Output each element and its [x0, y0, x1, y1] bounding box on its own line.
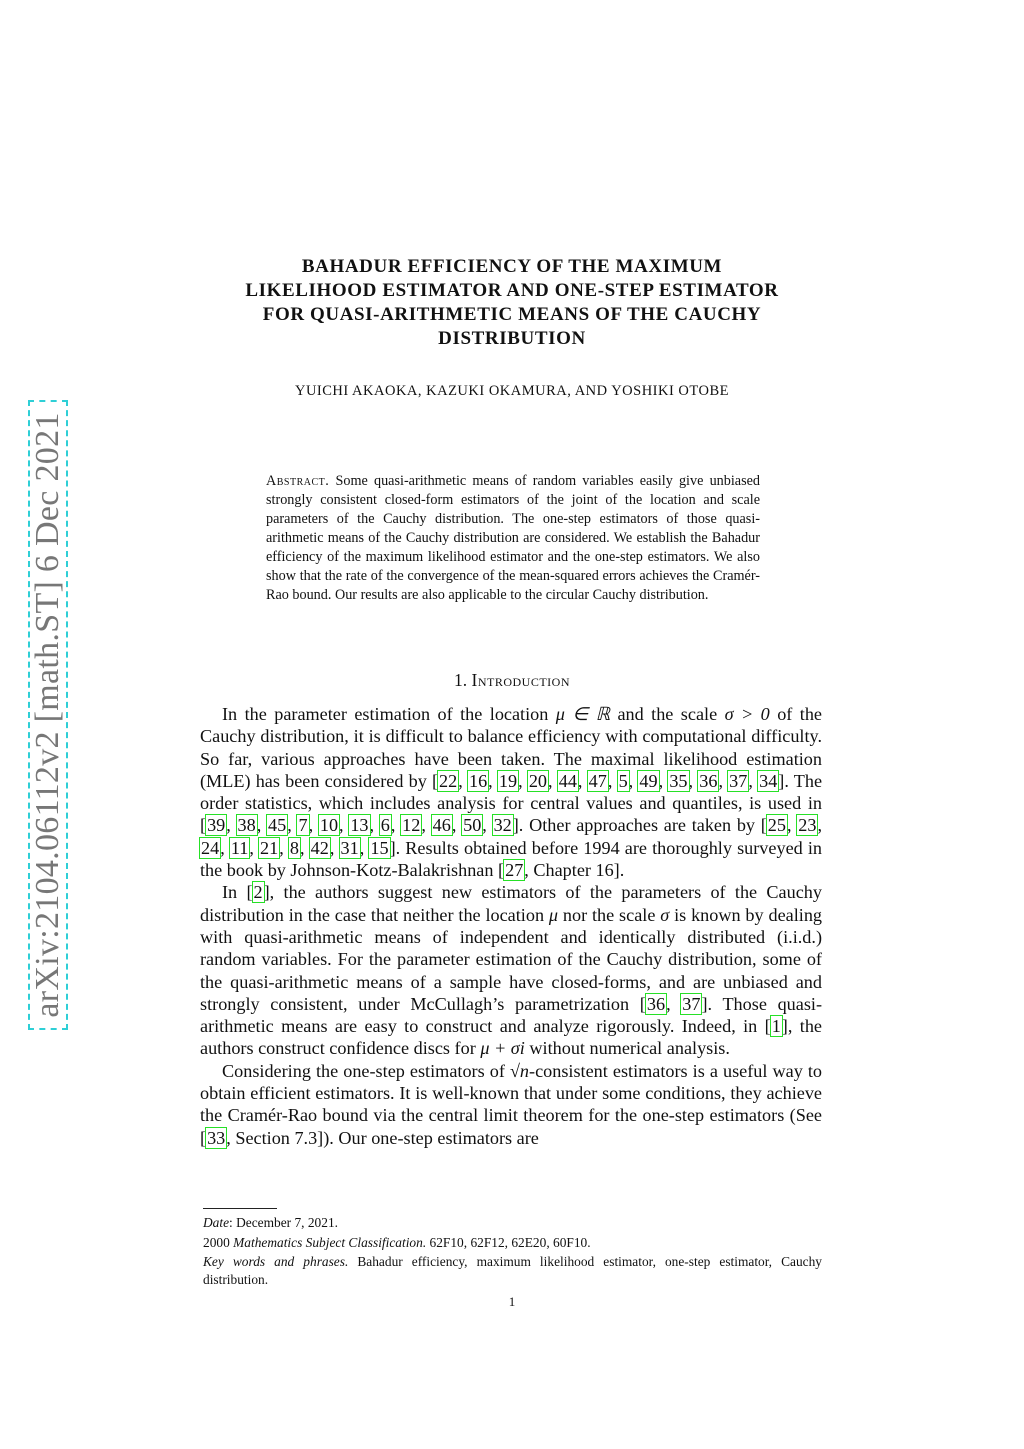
paragraph: [200, 703, 822, 881]
citation-link[interactable]: 16: [468, 770, 488, 791]
citation-group: 22, 16, 19, 20, 44, 47, 5, 49, 35, 36, 37, 34: [439, 770, 778, 791]
citation-link[interactable]: 5: [618, 770, 628, 791]
arxiv-identifier-text: arXiv:2104.06112v2 [math.ST] 6 Dec 2021: [29, 412, 66, 1018]
text-run: , Section 7.3]). Our one-step estimators are: [226, 1127, 539, 1148]
math-inline: σ: [660, 904, 670, 925]
citation-link[interactable]: 19: [498, 770, 518, 791]
title-line: FOR QUASI-ARITHMETIC MEANS OF THE CAUCHY: [262, 304, 762, 325]
citation-link[interactable]: 37: [729, 770, 748, 791]
citation-link[interactable]: 39: [207, 815, 226, 836]
footnote-value: Bahadur efficiency, maximum likelihood estimator, one-step estimator, Cauchy distribution.: [203, 1254, 822, 1287]
paragraph: In [2], the authors suggest new estimators of the parameters of the Cauchy distribution in the case that neither the location μ nor the scale σ is known by dealing with quasi-arithmetic means of independent and identically distributed (i.i.d.) random variables. For the parameter estimation of the Cauchy distribution, some of the quasi-arithmetic means of a sample have closed-forms, and are unbiased and strongly consistent, under McCullagh’s parametrization [36, 37]. Those quasi-arithmetic means are easy to construct and analyze rigorously. Indeed, in [1], the authors construct confidence discs for μ + σi without numerical analysis.: [200, 882, 823, 1059]
citation-link[interactable]: 24: [201, 837, 220, 858]
citation-link[interactable]: 22: [439, 770, 458, 791]
page-number: 1: [508, 1294, 516, 1309]
citation-link[interactable]: 37: [682, 993, 701, 1014]
citation-link[interactable]: 20: [528, 770, 547, 791]
citation-link[interactable]: 13: [350, 815, 369, 836]
footnote-label: Key words and phrases.: [203, 1254, 349, 1269]
citation-link[interactable]: 1: [771, 1016, 781, 1037]
text-run: ], the authors construct confidence discs for: [200, 1016, 822, 1059]
paper-title: [200, 255, 824, 351]
math-inline: √n: [509, 1060, 530, 1081]
title-line: DISTRIBUTION: [438, 328, 586, 349]
footnote-keywords: [203, 1253, 822, 1288]
citation-link[interactable]: 23: [798, 815, 817, 836]
citation-link[interactable]: 21: [260, 837, 279, 858]
citation-link[interactable]: 32: [493, 815, 512, 836]
citation-group: 39, 38, 45, 7, 10, 13, 6, 12, 46, 50, 32: [207, 815, 512, 836]
title-line: LIKELIHOOD ESTIMATOR AND ONE-STEP ESTIMATOR: [245, 280, 779, 301]
text-run: -consistent estimators is a useful way to obtain efficient estimators. It is well-known that under some conditions, they achieve the Cramér-Rao bound via the central limit theorem for the one-step estimators (See [: [200, 1060, 823, 1148]
citation-link[interactable]: 36: [699, 770, 718, 791]
footnote-rule: [203, 1208, 277, 1209]
citation-group: 25, 23, 24, 11, 21, 8, 42, 31, 15: [201, 815, 822, 858]
text-run: nor the scale: [558, 904, 661, 925]
section-title: Introduction: [471, 670, 570, 690]
math-inline: μ + σi: [480, 1038, 525, 1059]
citation-link[interactable]: 27: [505, 860, 524, 881]
abstract-text: Some quasi-arithmetic means of random variables easily give unbiased strongly consistent closed-form estimators of the joint of the location and scale parameters of the Cauchy distribution. The one-step estimators of those quasi-arithmetic means of the Cauchy distribution are considered. We establish the Bahadur efficiency of the maximum likelihood estimator and the one-step estimators. We also show that the rate of the convergence of the mean-squared errors achieves the Cramér-Rao bound. Our results are also applicable to the circular Cauchy distribution.: [266, 473, 761, 603]
text-run: ]. Those quasi-arithmetic means are easy to construct and analyze rigorously. Indeed, in [: [200, 993, 823, 1037]
footnote-label: Date: [203, 1215, 230, 1230]
text-run: ], the authors suggest new estimators of the parameters of the Cauchy distribution in the case that neither the location: [200, 882, 822, 925]
citation-link[interactable]: 46: [432, 815, 451, 836]
citation-link[interactable]: 38: [237, 815, 256, 836]
citation-link[interactable]: 33: [207, 1127, 226, 1148]
citation-link[interactable]: 31: [340, 837, 359, 858]
text-run: In [: [222, 882, 253, 903]
citation-link[interactable]: 34: [759, 770, 778, 791]
citation-link[interactable]: 25: [767, 815, 786, 836]
footnote-msc: [203, 1234, 822, 1252]
citation-link[interactable]: 42: [310, 837, 329, 858]
arxiv-identifier-stamp: [28, 400, 68, 1030]
citation-link[interactable]: 50: [463, 815, 482, 836]
paragraph: [200, 1060, 822, 1149]
citation-link[interactable]: 10: [319, 815, 339, 836]
footnote-date: [203, 1214, 822, 1232]
math-inline: μ: [548, 904, 559, 925]
text-run: without numerical analysis.: [524, 1038, 730, 1059]
math-inline: σ > 0: [724, 704, 770, 724]
footnote-value: : December 7, 2021.: [229, 1215, 338, 1230]
citation-link[interactable]: 8: [289, 837, 299, 858]
citation-link[interactable]: 35: [669, 770, 688, 791]
section-number: 1.: [454, 670, 468, 690]
text-run: ]. The order statistics, which includes analysis for central values and quantiles, is used in [: [200, 770, 823, 836]
abstract-label: Abstract.: [266, 473, 330, 489]
text-run: In the parameter estimation of the location: [222, 704, 556, 724]
citation-link[interactable]: 36: [646, 993, 666, 1014]
citation-link[interactable]: 49: [639, 770, 658, 791]
text-run: ]. Results obtained before 1994 are thoroughly surveyed in the book by Johnson-Kotz-Balakrishnan [: [200, 837, 823, 881]
footnote-prefix: 2000: [203, 1234, 234, 1250]
citation-link[interactable]: 15: [370, 837, 389, 858]
footnote-value: 62F10, 62F12, 62E20, 60F10.: [426, 1234, 591, 1250]
text-run: and the scale: [610, 704, 725, 724]
text-run: ]. Other approaches are taken by [: [512, 815, 767, 836]
author-list: YUICHI AKAOKA, KAZUKI OKAMURA, AND YOSHIKI OTOBE: [294, 383, 729, 399]
citation-link[interactable]: 45: [268, 815, 287, 836]
text-run: is known by dealing with quasi-arithmetic means of independent and identically distributed (i.i.d.) random variables. For the parameter estimation of the Cauchy distribution, some of the quasi-arithmetic means of a sample have closed-forms, and are unbiased and strongly consistent, under McCullagh’s parametrization [: [200, 904, 823, 1014]
text-run: Considering the one-step estimators of: [222, 1060, 510, 1081]
abstract: [266, 472, 760, 605]
text-run: , Chapter 16].: [524, 860, 625, 881]
citation-link[interactable]: 7: [298, 815, 308, 836]
section-heading-introduction: [200, 670, 824, 691]
citation-link[interactable]: 47: [588, 770, 607, 791]
math-inline: μ ∈ ℝ: [555, 704, 611, 724]
footnotes: [203, 1214, 822, 1290]
footnote-label: Mathematics Subject Classification.: [233, 1234, 427, 1250]
citation-link[interactable]: 12: [402, 815, 421, 836]
introduction-body: [200, 703, 822, 1149]
citation-link[interactable]: 2: [253, 882, 263, 903]
citation-link[interactable]: 44: [558, 770, 577, 791]
citation-link[interactable]: 6: [380, 815, 390, 836]
citation-link[interactable]: 11: [230, 837, 249, 858]
text-run: of the Cauchy distribution, it is difficult to balance efficiency with computational difficulty. So far, various approaches have been taken. The maximal likelihood estimation (MLE) has been considered by [: [200, 704, 823, 791]
title-line: BAHADUR EFFICIENCY OF THE MAXIMUM: [301, 256, 723, 277]
